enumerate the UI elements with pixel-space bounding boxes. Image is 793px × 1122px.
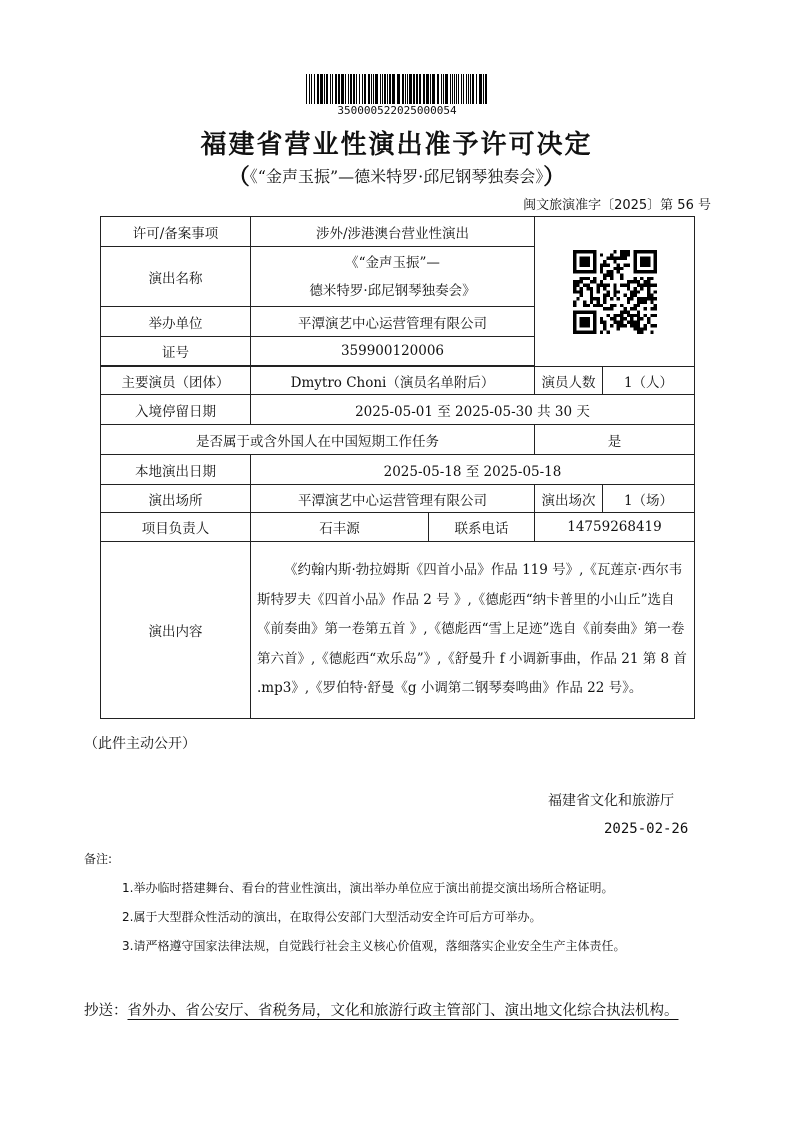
- show-name-value: [251, 247, 535, 307]
- document-title: 福建省营业性演出准予许可决定: [200, 130, 593, 160]
- document-number: 闽文旅演准字〔2025〕第 56 号: [523, 198, 711, 213]
- cc-value: 省外办、省公安厅、省税务局，文化和旅游行政主管部门、演出地文化综合执法机构。: [127, 1003, 679, 1019]
- show-name-line2: 德米特罗·邱尼钢琴独奏会》: [309, 282, 476, 299]
- note-item-3: 3.请严格遵守国家法律法规，自觉践行社会主义核心价值观，落细落实企业安全生产主体责任。: [122, 939, 626, 953]
- performer-label: 主要演员（团体）: [101, 367, 251, 395]
- issuer-name: 福建省文化和旅游厅: [548, 793, 674, 809]
- show-name-label: 演出名称: [101, 247, 251, 307]
- qr-cell: [535, 217, 695, 367]
- content-label: 演出内容: [101, 542, 251, 719]
- stay-dates-label: 入境停留日期: [101, 395, 251, 425]
- permit-type-label: 许可/备案事项: [101, 217, 251, 247]
- sessions-value: 1（场）: [603, 485, 695, 513]
- barcode-number: 350000522025000054: [337, 104, 457, 117]
- performer-count-label: 演员人数: [535, 367, 603, 395]
- venue-label: 演出场所: [101, 485, 251, 513]
- phone-label: 联系电话: [429, 513, 535, 542]
- row-performer: [101, 367, 695, 395]
- short-term-work-value: 是: [535, 425, 695, 455]
- show-name-line1: 《“金声玉振”—: [345, 254, 440, 271]
- manager-label: 项目负责人: [101, 513, 251, 542]
- local-dates-label: 本地演出日期: [101, 455, 251, 485]
- qr-code-image: [573, 250, 657, 334]
- row-short-term-work: [101, 425, 695, 455]
- organizer-label: 举办单位: [101, 307, 251, 337]
- subtitle-close-paren: ）: [543, 164, 566, 190]
- short-term-work-label: 是否属于或含外国人在中国短期工作任务: [101, 425, 535, 455]
- subtitle-open-paren: （: [227, 164, 250, 190]
- subtitle-text: 《“金声玉振”—德米特罗·邱尼钢琴独奏会》: [249, 167, 544, 186]
- organizer-value: 平潭演艺中心运营管理有限公司: [251, 307, 535, 337]
- cc-section: [84, 996, 724, 1027]
- row-manager: [101, 513, 695, 542]
- performer-count-value: 1（人）: [603, 367, 695, 395]
- note-item-2: 2.属于大型群众性活动的演出，在取得公安部门大型活动安全许可后方可举办。: [122, 910, 542, 924]
- row-venue: [101, 485, 695, 513]
- notes-label: 备注:: [84, 852, 113, 866]
- permit-type-value: 涉外/涉港澳台营业性演出: [251, 217, 535, 247]
- cc-label: 抄送：: [84, 1003, 128, 1019]
- license-value: 359900120006: [251, 337, 535, 366]
- stay-dates-value: 2025-05-01 至 2025-05-30 共 30 天: [251, 395, 695, 425]
- row-stay-dates: [101, 395, 695, 425]
- manager-value: 石丰源: [251, 513, 429, 542]
- content-value: 《约翰内斯·勃拉姆斯《四首小品》作品 119 号》,《瓦莲京·西尔韦斯特罗夫《四首小品》作品 2 号 》,《德彪西“纳卡普里的小山丘”选自《前奏曲》第一卷第五首 》,《德彪西“雪上足迹”选自《前奏曲》第一卷第六首》,《德彪西“欢乐岛”》,《舒曼升 f 小调新事曲，作品 21 第 8 首 .mp3》,《罗伯特·舒曼《g 小调第二钢琴奏鸣曲》作品 22 号》。: [251, 542, 695, 719]
- row-content: [101, 542, 695, 719]
- public-note: （此件主动公开）: [84, 736, 196, 752]
- row-permit-type: [101, 217, 695, 247]
- sessions-label: 演出场次: [535, 485, 603, 513]
- note-item-1: 1.举办临时搭建舞台、看台的营业性演出，演出举办单位应于演出前提交演出场所合格证明。: [122, 881, 614, 895]
- row-local-dates: [101, 455, 695, 485]
- phone-value: 14759268419: [535, 513, 695, 542]
- issue-date: 2025-02-26: [604, 821, 689, 837]
- permit-table: [100, 216, 695, 719]
- document-subtitle: [0, 160, 793, 191]
- performer-value: Dmytro Choni（演员名单附后）: [251, 367, 535, 395]
- local-dates-value: 2025-05-18 至 2025-05-18: [251, 455, 695, 485]
- venue-value: 平潭演艺中心运营管理有限公司: [251, 485, 535, 513]
- license-label: 证号: [101, 337, 251, 366]
- barcode-image: [304, 74, 490, 104]
